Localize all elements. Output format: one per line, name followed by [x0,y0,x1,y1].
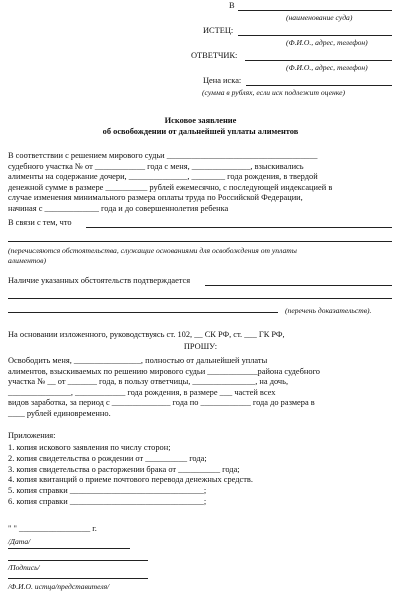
court-caption: (наименование суда) [286,13,353,22]
defendant-caption: (Ф.И.О., адрес, телефон) [286,63,368,72]
document-subtitle: об освобождении от дальнейшей уплаты алиментов [102,127,299,136]
signature-caption: /Подпись/ [8,563,40,572]
attachment-item: 2. копия свидетельства о рождении от __________ года; [8,453,207,463]
request-heading: ПРОШУ: [183,342,218,351]
confirm-line-label: Наличие указанных обстоятельств подтверждается [8,276,191,285]
attachment-item: 5. копия справки ________________________________; [8,486,207,496]
request-line: Освободить меня, ________________, полностью от дальнейшей уплаты [8,356,268,365]
plaintiff-label: ИСТЕЦ: [203,26,234,35]
request-line: _______________, ____________ года рождения, в размере ___ частей всех [8,387,276,397]
attachment-item: 6. копия справки ________________________________; [8,496,207,506]
circumstances-caption: (перечисляются обстоятельства, служащие основаниями для освобождения от уплаты [8,246,297,255]
request-paragraph [8,356,392,420]
price-line [246,85,392,86]
date-caption: /Дата/ [8,537,31,546]
defendant-line [245,60,392,61]
confirm-fill-line-3 [8,312,278,313]
plaintiff-line [238,35,392,36]
intro-paragraph [8,151,392,215]
since-fill-line-2 [8,241,392,242]
fio-fill-line [8,578,148,579]
attachments-list [8,443,392,508]
date-line: " " _________________ г. [8,524,97,533]
signature-fill-line [8,560,148,561]
since-fill-line [86,227,392,228]
defendant-label: ОТВЕТЧИК: [191,51,238,60]
request-line: ____ рублей единовременно. [8,408,111,418]
intro-line: судебного участка № от ____________ года с меня, ______________, взыскивались [8,161,304,171]
circumstances-caption-2: алиментов) [8,256,46,265]
request-line: видов заработка, за период с ______________ года по ____________ года до размера в [8,398,315,408]
attachment-item: 1. копия искового заявления по числу сторон; [8,443,171,452]
confirm-fill-line-2 [8,298,392,299]
request-line: алиментов, взыскиваемых по решению мирового судьи ____________района судебного [8,366,320,376]
confirm-fill-line [205,285,392,286]
court-prefix: В [229,1,235,10]
court-name-line [238,10,392,11]
since-line-label: В связи с тем, что [8,218,72,227]
price-label: Цена иска: [203,76,242,85]
intro-line: В соответствии с решением мирового судьи ____________________________________ [8,151,318,160]
price-caption: (сумма в рублях, если иск подлежит оценке) [202,88,346,97]
request-line: участка № __ от _______ года, в пользу ответчицы, _______________, на дочь, [8,377,289,387]
document-title: Исковое заявление [164,116,237,125]
attachment-item: 4. копия квитанций о приеме почтового перевода денежных средств. [8,475,253,485]
intro-line: начиная с _____________ года и до совершеннолетия ребенка [8,203,229,213]
fio-caption: /Ф.И.О. истца/представителя/ [8,582,110,591]
plaintiff-caption: (Ф.И.О., адрес, телефон) [286,38,368,47]
attachments-heading: Приложения: [8,431,56,440]
attachment-item: 3. копия свидетельства о расторжении брака от __________ года; [8,464,240,474]
date-fill-line [8,548,130,549]
intro-line: случае изменения минимального размера оплаты труда по Российской Федерации, [8,193,303,203]
intro-line: денежной сумме в размере __________ рублей ежемесячно, с последующей индексацией в [8,182,333,192]
evidence-caption: (перечень доказательств). [285,306,372,315]
basis-line: На основании изложенного, руководствуясь ст. 102, __ СК РФ, ст. ___ ГК РФ, [8,330,285,339]
intro-line: алименты на содержание дочери, ______________, ________ года рождения, в твердой [8,172,318,182]
